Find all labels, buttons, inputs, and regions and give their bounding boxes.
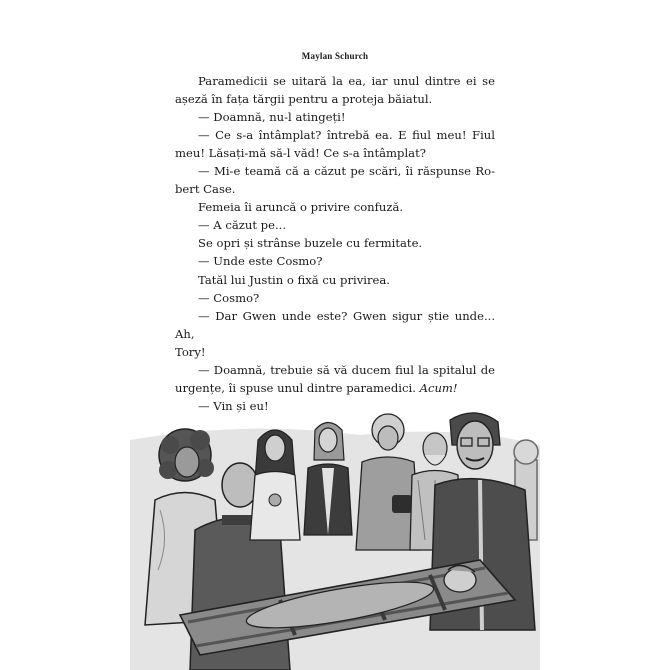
paragraph (175, 271, 495, 289)
text-line: — Mi-e teamă că a căzut pe scări, îi răspunse Ro- (198, 164, 495, 179)
text-line: Femeia îi aruncă o privire confuză. (198, 200, 404, 215)
paragraph (175, 72, 495, 108)
paragraph (175, 216, 495, 234)
emphasis: Acum! (419, 380, 458, 395)
text-line: — Doamnă, trebuie să vă ducem fiul la spitalul de (198, 362, 495, 377)
text-line: Se opri și strânse buzele cu fermitate. (198, 236, 423, 251)
scene-svg (130, 400, 540, 670)
paragraph (175, 162, 495, 198)
running-header: Maylan Schurch (301, 51, 369, 61)
text-line: bert Case. (175, 182, 236, 197)
text-line: — Doamnă, nu-l atingeți! (198, 110, 346, 125)
paragraph (175, 307, 495, 361)
text-line: — Dar Gwen unde este? Gwen sigur știe unde... Ah, (175, 308, 495, 341)
text-line: meu! Lăsați-mă să-l văd! Ce s-a întâmplat? (175, 146, 426, 161)
text-line: urgențe, îi spuse unul dintre paramedici. (175, 380, 416, 395)
paragraph (175, 252, 495, 270)
text-line: — Vin și eu! (198, 398, 269, 413)
text-line: — Ce s-a întâmplat? întrebă ea. E fiul meu! Fiul (198, 128, 495, 143)
text-line: — Cosmo? (198, 290, 260, 305)
text-line: Tatăl lui Justin o fixă cu privirea. (198, 272, 390, 287)
text-line: Paramedicii se uitară la ea, iar unul dintre ei se (198, 74, 495, 88)
body-text (175, 72, 495, 415)
paragraph (175, 234, 495, 252)
paragraph (175, 108, 495, 126)
paragraph (175, 198, 495, 216)
text-line: — A căzut pe... (198, 218, 287, 233)
text-line: așeză în fața tărgii pentru a proteja băiatul. (175, 92, 433, 107)
paragraph (175, 126, 495, 162)
paragraph (175, 289, 495, 307)
illustration (130, 400, 540, 670)
long-hair-woman (250, 430, 300, 540)
text-line: — Unde este Cosmo? (198, 254, 323, 269)
text-line: Tory! (175, 344, 206, 359)
paragraph (175, 361, 495, 397)
